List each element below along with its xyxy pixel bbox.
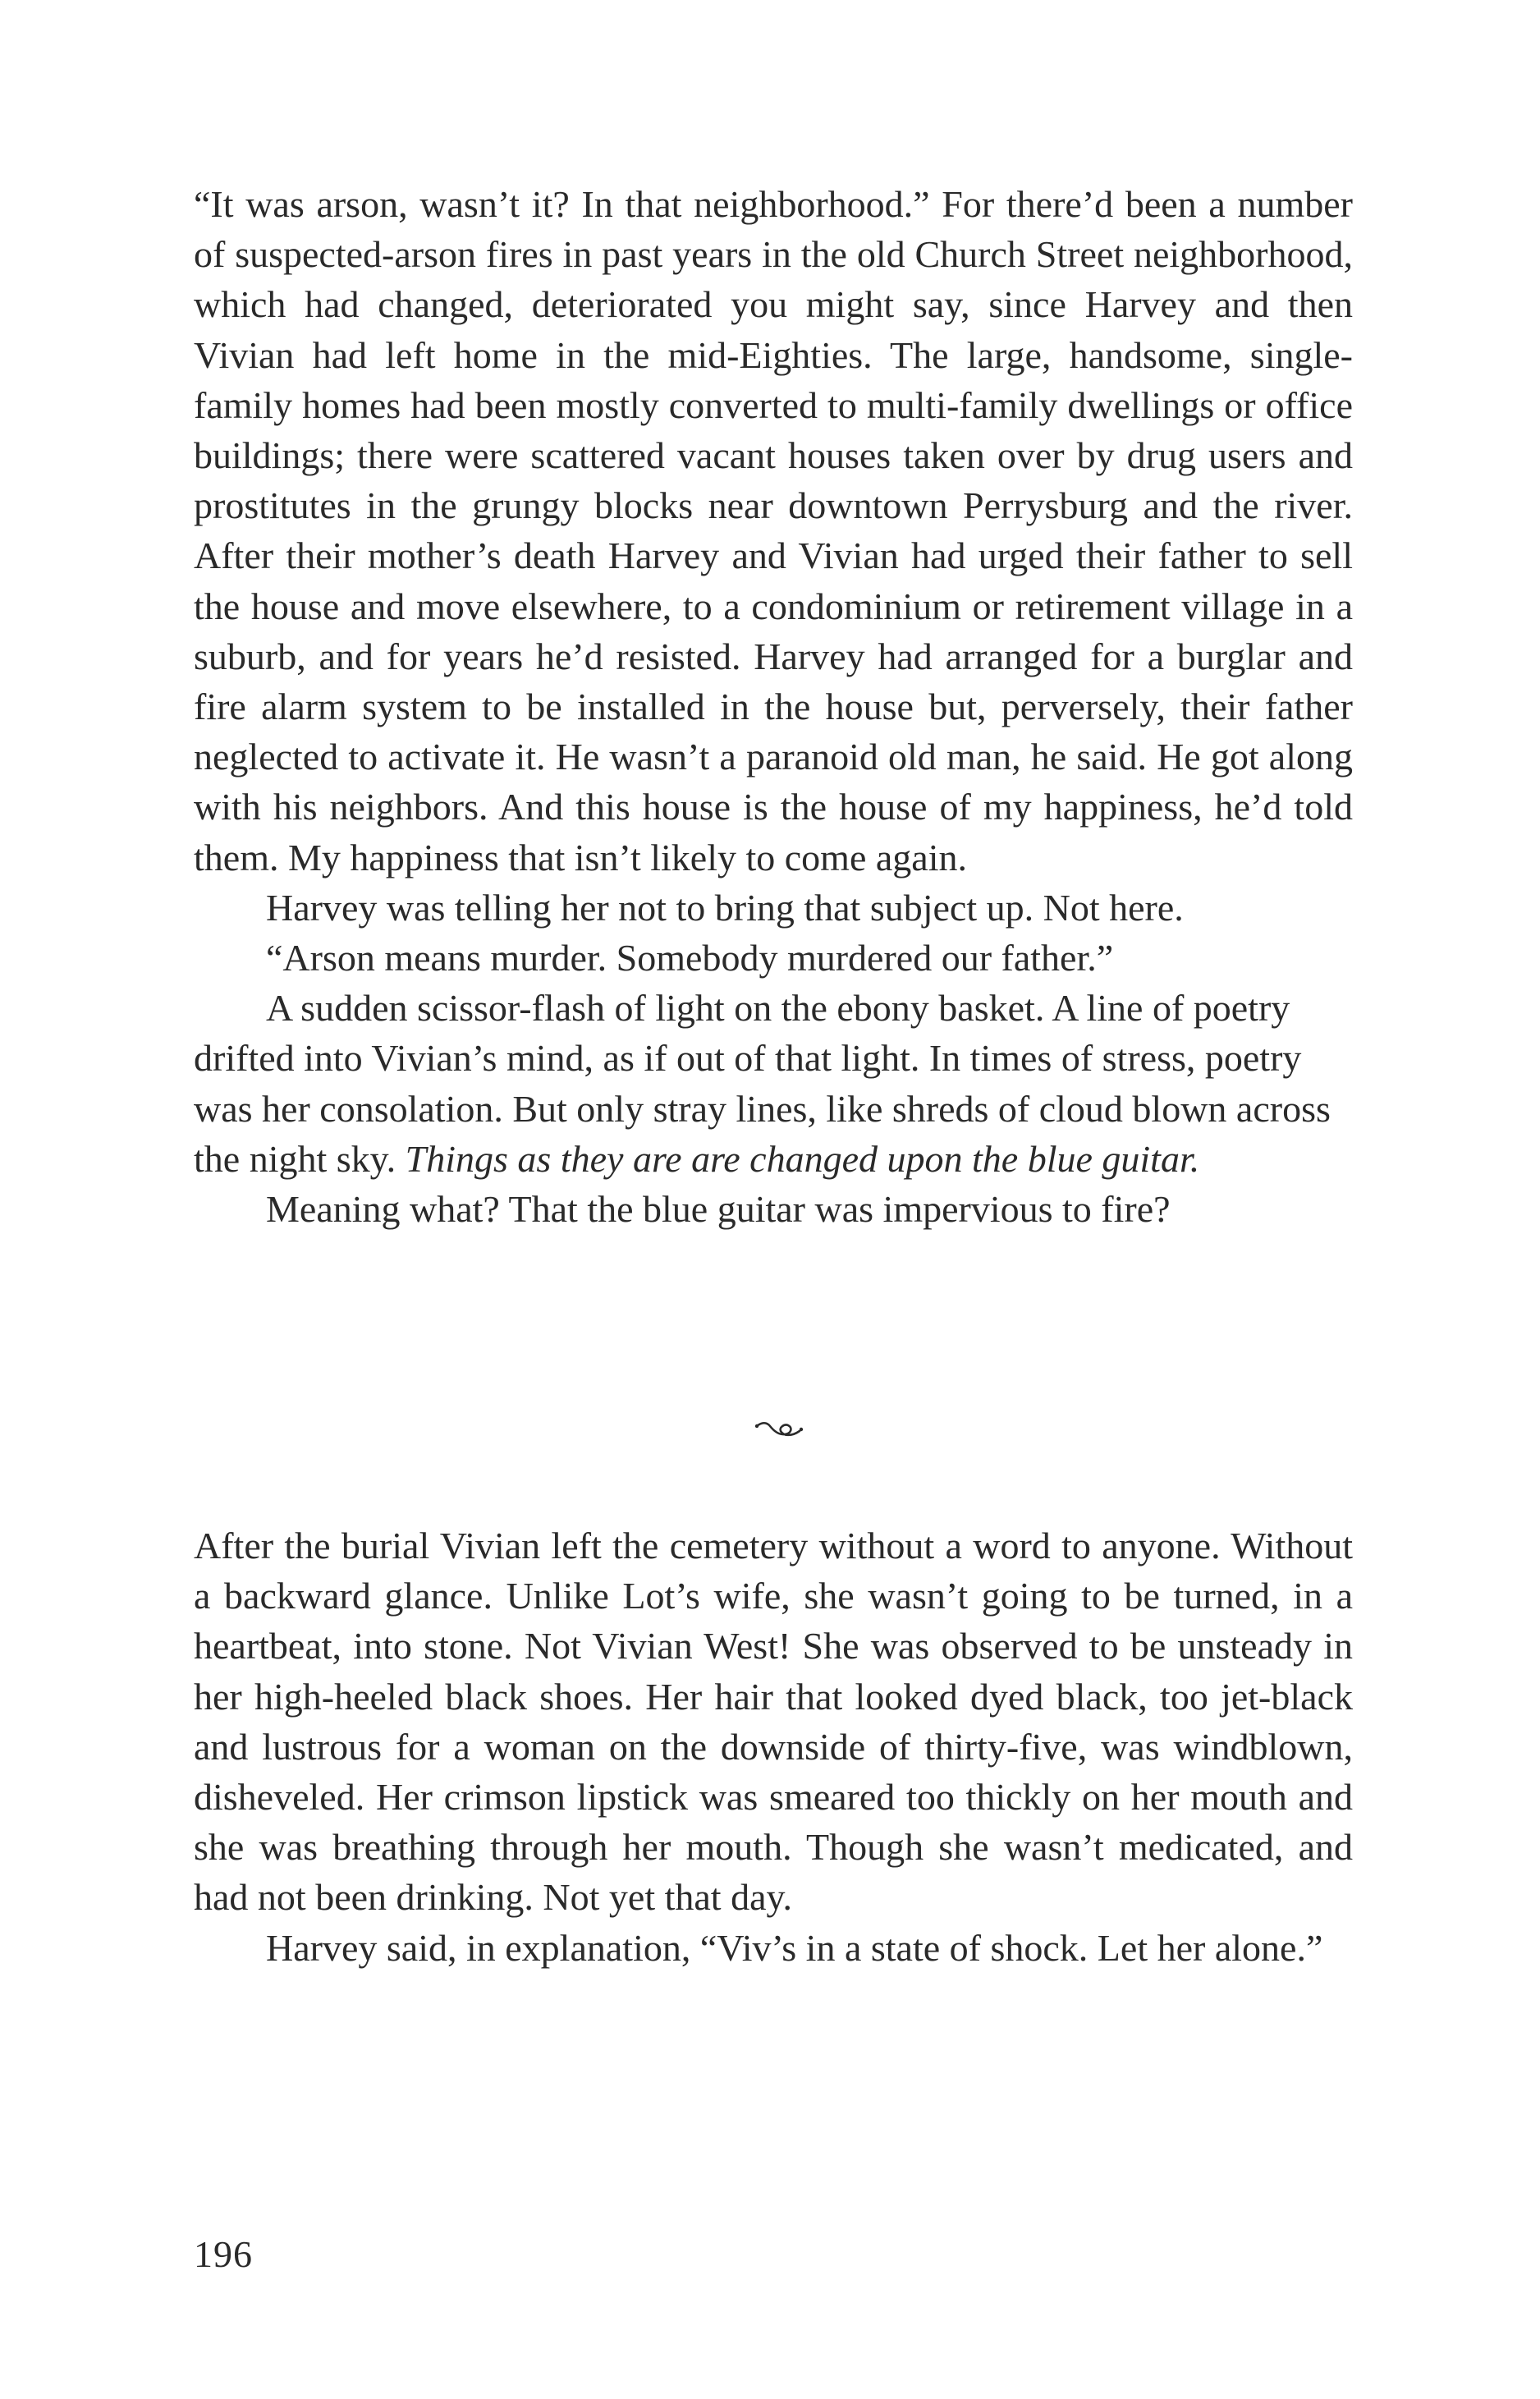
text-section-one xyxy=(194,179,1353,1234)
text-section-two xyxy=(194,1521,1353,1973)
paragraph-harvey-warning: Harvey was telling her not to bring that subject up. Not here. xyxy=(266,886,1184,929)
paragraph-blue-guitar-meaning: Meaning what? That the blue guitar was impervious to fire? xyxy=(266,1188,1171,1231)
paragraph-harvey-explanation: Harvey said, in explanation, “Viv’s in a state of shock. Let her alone.” xyxy=(266,1926,1323,1969)
poetry-quote: Things as they are are changed upon the blue guitar. xyxy=(405,1137,1200,1180)
scissor-flash-text: A sudden scissor-flash of light on the ebony basket. A line of poetry drifted into Vivian’s mind, as if out of that light. In times of stress, poetry was her consolation. But only stray lines, like shreds of cloud blown across the night sky. xyxy=(194,987,1331,1180)
paragraph-arson-murder: “Arson means murder. Somebody murdered our father.” xyxy=(266,937,1114,979)
page-number: 196 xyxy=(194,2233,253,2275)
section-break-ornament-icon xyxy=(754,1419,806,1442)
paragraph-scissor-flash xyxy=(194,983,1353,1184)
paragraph-after-burial: After the burial Vivian left the cemetery without a word to anyone. Without a backward glance. Unlike Lot’s wife, she wasn’t going to be turned, in a heartbeat, into stone. Not Vivian West! She was observed to be unsteady in her high-heeled black shoes. Her hair that looked dyed black, too jet-black and lustrous for a woman on the downside of thirty-five, was windblown, disheveled. Her crimson lipstick was smeared too thickly on her mouth and she was breathing through her mouth. Though she wasn’t medicated, and had not been drinking. Not yet that day. xyxy=(194,1525,1353,1919)
paragraph-arson-question: “It was arson, wasn’t it? In that neighborhood.” For there’d been a number of suspected-arson fires in past years in the old Church Street neighborhood, which had changed, deteriorated you might say, since Harvey and then Vivian had left home in the mid-Eighties. The large, handsome, single-family homes had been mostly converted to multi-family dwellings or office buildings; there were scattered vacant houses taken over by drug users and prostitutes in the grungy blocks near downtown Perrysburg and the river. After their mother’s death Harvey and Vivian had urged their father to sell the house and move elsewhere, to a condominium or retirement village in a suburb, and for years he’d resisted. Harvey had arranged for a burglar and fire alarm system to be installed in the house but, perversely, their father neglected to activate it. He wasn’t a paranoid old man, he said. He got along with his neighbors. And this house is the house of my happiness, he’d told them. My happiness that isn’t likely to come again. xyxy=(194,183,1353,878)
